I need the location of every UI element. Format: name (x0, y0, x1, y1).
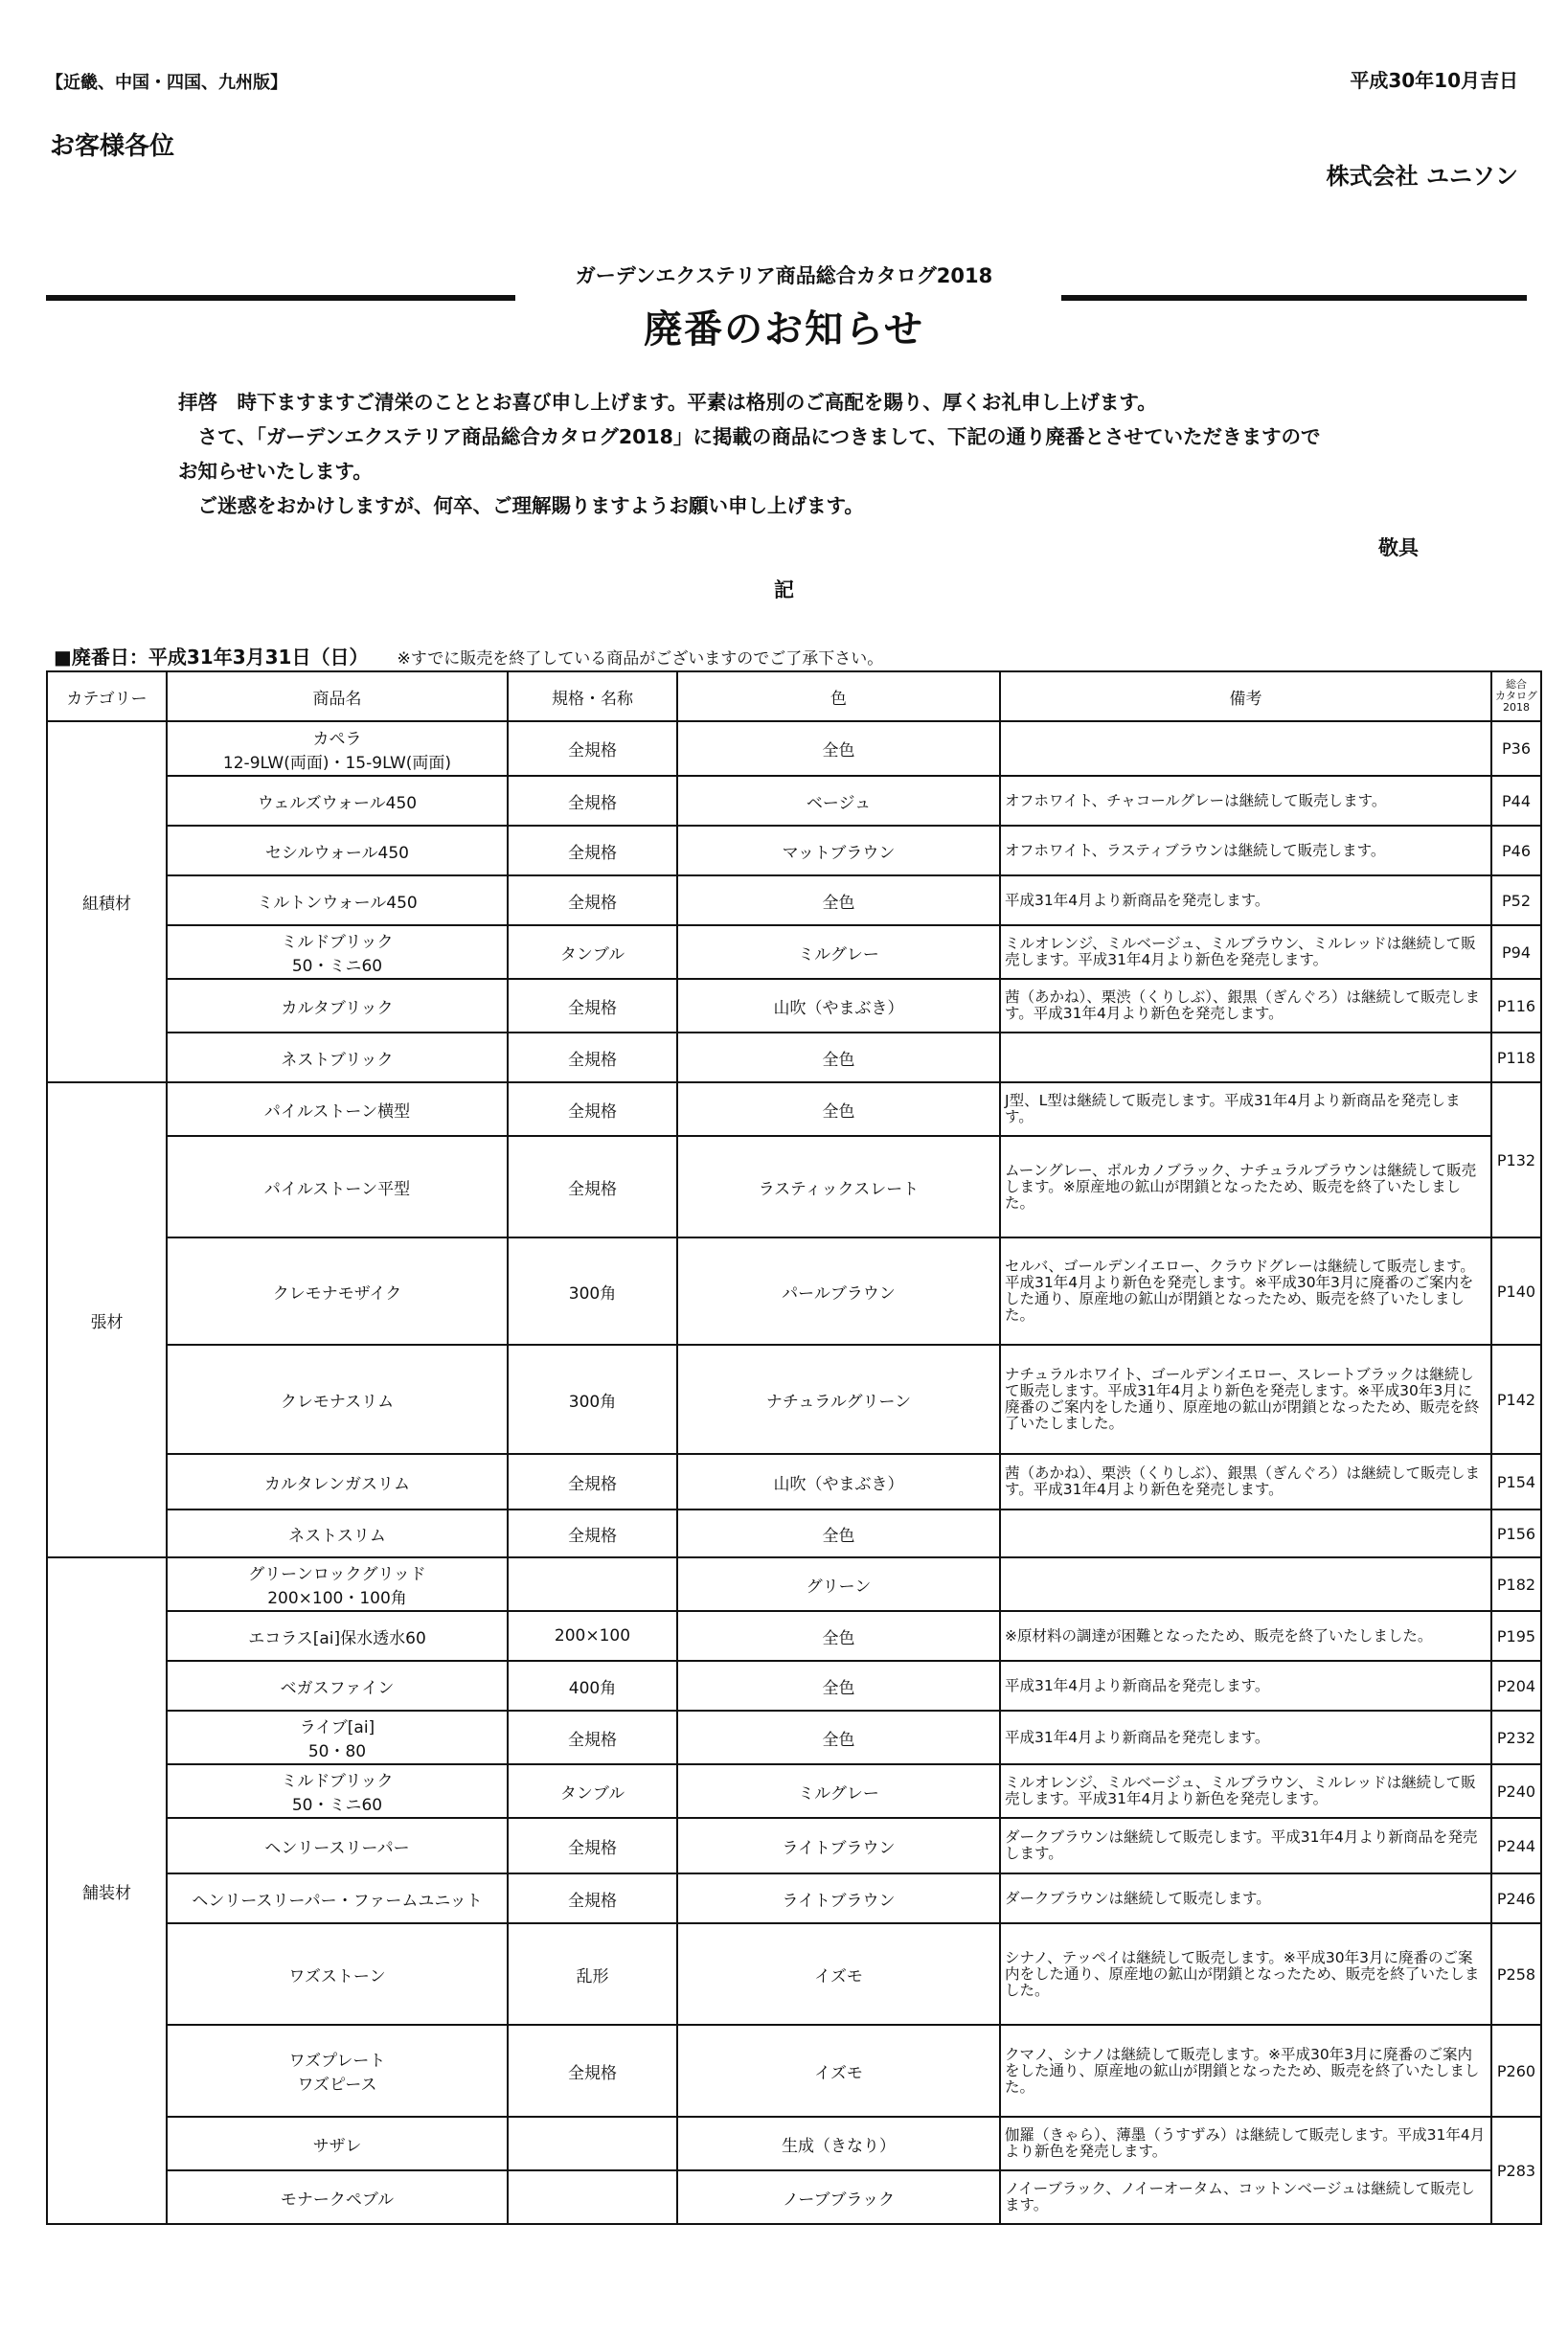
product-cell: ライブ[ai] 50・80 (167, 1711, 508, 1764)
header-remarks: 備考 (1000, 671, 1491, 721)
table-row (47, 1082, 1541, 1136)
color-cell: イズモ (677, 1923, 1000, 2025)
color-cell: 全色 (677, 1661, 1000, 1711)
spec-cell: 200×100 (508, 1611, 677, 1661)
catalog-title: ガーデンエクステリア商品総合カタログ2018 (575, 264, 993, 287)
color-cell: マットブラウン (677, 826, 1000, 875)
remarks-cell (1000, 1033, 1491, 1082)
product-cell: ミルドブリック 50・ミニ60 (167, 1764, 508, 1818)
color-cell: 全色 (677, 1082, 1000, 1136)
spec-cell (508, 1557, 677, 1611)
product-cell: カルタブリック (167, 979, 508, 1033)
page-cell: P240 (1491, 1764, 1541, 1818)
table-row (47, 2025, 1541, 2117)
product-cell: カルタレンガスリム (167, 1454, 508, 1509)
ki-marker: 記 (774, 579, 794, 602)
spec-cell: 300角 (508, 1237, 677, 1345)
color-cell: イズモ (677, 2025, 1000, 2117)
spec-cell: 乱形 (508, 1923, 677, 2025)
remarks-cell: J型、L型は継続して販売します。平成31年4月より新商品を発売します。 (1000, 1082, 1491, 1136)
product-cell: エコラス[ai]保水透水60 (167, 1611, 508, 1661)
color-cell: ライトブラウン (677, 1873, 1000, 1923)
page-cell: P283 (1491, 2117, 1541, 2224)
page-cell: P36 (1491, 721, 1541, 776)
product-cell: パイルストーン平型 (167, 1136, 508, 1237)
table-row (47, 1764, 1541, 1818)
spec-cell: 400角 (508, 1661, 677, 1711)
page-cell: P156 (1491, 1509, 1541, 1557)
color-cell: ベージュ (677, 776, 1000, 826)
color-cell: ナチュラルグリーン (677, 1345, 1000, 1454)
product-cell: ミルトンウォール450 (167, 875, 508, 925)
page-cell: P142 (1491, 1345, 1541, 1454)
page-cell: P116 (1491, 979, 1541, 1033)
spec-cell: 全規格 (508, 826, 677, 875)
header-product: 商品名 (167, 671, 508, 721)
table-row (47, 979, 1541, 1033)
table-row (47, 1818, 1541, 1873)
table-row (47, 1711, 1541, 1764)
remarks-cell: ミルオレンジ、ミルベージュ、ミルブラウン、ミルレッドは継続して販売します。平成31年4月より新色を発売します。 (1000, 1764, 1491, 1818)
product-cell: ミルドブリック 50・ミニ60 (167, 925, 508, 979)
product-cell: ベガスファイン (167, 1661, 508, 1711)
header-category: カテゴリー (47, 671, 167, 721)
company-name: 株式会社 ユニソン (1326, 163, 1518, 190)
spec-cell: 全規格 (508, 776, 677, 826)
color-cell: ラスティックスレート (677, 1136, 1000, 1237)
table-row (47, 1509, 1541, 1557)
spec-cell: 全規格 (508, 1136, 677, 1237)
color-cell: 全色 (677, 1711, 1000, 1764)
spec-cell: 全規格 (508, 1873, 677, 1923)
table-row (47, 1923, 1541, 2025)
remarks-cell: 平成31年4月より新商品を発売します。 (1000, 875, 1491, 925)
remarks-cell: 伽羅（きゃら）、薄墨（うすずみ）は継続して販売します。平成31年4月より新色を発売します。 (1000, 2117, 1491, 2170)
category-cell: 舗装材 (47, 1557, 167, 2224)
category-cell: 張材 (47, 1082, 167, 1557)
product-cell: カペラ 12-9LW(両面)・15-9LW(両面) (167, 721, 508, 776)
category-cell: 組積材 (47, 721, 167, 1082)
spec-cell: 全規格 (508, 1711, 677, 1764)
product-cell: ネストブリック (167, 1033, 508, 1082)
color-cell: ミルグレー (677, 925, 1000, 979)
remarks-cell: オフホワイト、チャコールグレーは継続して販売します。 (1000, 776, 1491, 826)
spec-cell: タンブル (508, 1764, 677, 1818)
page-cell: P244 (1491, 1818, 1541, 1873)
color-cell: 全色 (677, 1611, 1000, 1661)
spec-cell: 全規格 (508, 721, 677, 776)
body-line: さて、「ガーデンエクステリア商品総合カタログ2018」に掲載の商品につきまして、下記の通り廃番とさせていただきますので (178, 425, 1321, 448)
page-cell: P140 (1491, 1237, 1541, 1345)
product-cell: ネストスリム (167, 1509, 508, 1557)
table-row (47, 1237, 1541, 1345)
spec-cell: 全規格 (508, 979, 677, 1033)
spec-cell: 300角 (508, 1345, 677, 1454)
discontinued-table (46, 670, 1542, 2225)
remarks-cell (1000, 1557, 1491, 1611)
deadline-label: ■廃番日：平成31年3月31日（日） (54, 646, 369, 669)
remarks-cell: ダークブラウンは継続して販売します。平成31年4月より新商品を発売します。 (1000, 1818, 1491, 1873)
product-cell: サザレ (167, 2117, 508, 2170)
product-cell: ワズストーン (167, 1923, 508, 2025)
page-cell: P204 (1491, 1661, 1541, 1711)
header-color: 色 (677, 671, 1000, 721)
deadline-line (54, 642, 883, 670)
table-row (47, 776, 1541, 826)
header-spec: 規格・名称 (508, 671, 677, 721)
letter-body (178, 385, 1443, 523)
table-row (47, 1136, 1541, 1237)
deadline-note: ※すでに販売を終了している商品がございますのでご了承下さい。 (397, 649, 884, 669)
spec-cell (508, 2170, 677, 2224)
product-cell: ワズプレート ワズピース (167, 2025, 508, 2117)
spec-cell: タンブル (508, 925, 677, 979)
color-cell: ライトブラウン (677, 1818, 1000, 1873)
remarks-cell: ムーングレー、ボルカノブラック、ナチュラルブラウンは継続して販売します。※原産地の鉱山が閉鎖となったため、販売を終了いたしました。 (1000, 1136, 1491, 1237)
color-cell: 全色 (677, 1033, 1000, 1082)
page-cell: P52 (1491, 875, 1541, 925)
remarks-cell (1000, 1509, 1491, 1557)
remarks-cell (1000, 721, 1491, 776)
page-cell: P44 (1491, 776, 1541, 826)
product-cell: グリーンロックグリッド 200×100・100角 (167, 1557, 508, 1611)
color-cell: ノーブブラック (677, 2170, 1000, 2224)
remarks-cell: ノイーブラック、ノイーオータム、コットンベージュは継続して販売します。 (1000, 2170, 1491, 2224)
spec-cell: 全規格 (508, 2025, 677, 2117)
color-cell: ミルグレー (677, 1764, 1000, 1818)
remarks-cell: 茜（あかね）、栗渋（くりしぶ）、銀黒（ぎんぐろ）は継続して販売します。平成31年4月より新色を発売します。 (1000, 979, 1491, 1033)
remarks-cell: ダークブラウンは継続して販売します。 (1000, 1873, 1491, 1923)
table-row (47, 721, 1541, 776)
remarks-cell: オフホワイト、ラスティブラウンは継続して販売します。 (1000, 826, 1491, 875)
page-cell: P232 (1491, 1711, 1541, 1764)
color-cell: パールブラウン (677, 1237, 1000, 1345)
product-cell: ウェルズウォール450 (167, 776, 508, 826)
page-cell: P94 (1491, 925, 1541, 979)
color-cell: 全色 (677, 721, 1000, 776)
remarks-cell: ミルオレンジ、ミルベージュ、ミルブラウン、ミルレッドは継続して販売します。平成31年4月より新色を発売します。 (1000, 925, 1491, 979)
table-row (47, 1033, 1541, 1082)
table-row (47, 1611, 1541, 1661)
table-row (47, 1454, 1541, 1509)
spec-cell: 全規格 (508, 1033, 677, 1082)
remarks-cell: 茜（あかね）、栗渋（くりしぶ）、銀黒（ぎんぐろ）は継続して販売します。平成31年4月より新色を発売します。 (1000, 1454, 1491, 1509)
page-cell: P118 (1491, 1033, 1541, 1082)
product-cell: クレモナスリム (167, 1345, 508, 1454)
remarks-cell: クマノ、シナノは継続して販売します。※平成30年3月に廃番のご案内をした通り、原産地の鉱山が閉鎖となったため、販売を終了いたしました。 (1000, 2025, 1491, 2117)
table-row (47, 826, 1541, 875)
table-row (47, 925, 1541, 979)
color-cell: 全色 (677, 875, 1000, 925)
page-cell: P132 (1491, 1082, 1541, 1237)
table-row (47, 875, 1541, 925)
page-cell: P46 (1491, 826, 1541, 875)
page-cell: P195 (1491, 1611, 1541, 1661)
color-cell: 山吹（やまぶき） (677, 979, 1000, 1033)
color-cell: 全色 (677, 1509, 1000, 1557)
remarks-cell: セルバ、ゴールデンイエロー、クラウドグレーは継続して販売します。平成31年4月より新色を発売します。※平成30年3月に廃番のご案内をした通り、原産地の鉱山が閉鎖となったため、販売を終了いたしました。 (1000, 1237, 1491, 1345)
color-cell: グリーン (677, 1557, 1000, 1611)
table-row (47, 1345, 1541, 1454)
closing-word: 敬具 (1378, 536, 1419, 559)
page-cell: P260 (1491, 2025, 1541, 2117)
color-cell: 山吹（やまぶき） (677, 1454, 1000, 1509)
table-row (47, 1557, 1541, 1611)
product-cell: モナークペブル (167, 2170, 508, 2224)
table-row (47, 2117, 1541, 2170)
table-row (47, 1661, 1541, 1711)
spec-cell: 全規格 (508, 1509, 677, 1557)
table-row (47, 1873, 1541, 1923)
page-cell: P258 (1491, 1923, 1541, 2025)
product-cell: ヘンリースリーパー・ファームユニット (167, 1873, 508, 1923)
page-cell: P154 (1491, 1454, 1541, 1509)
remarks-cell: ※原材料の調達が困難となったため、販売を終了いたしました。 (1000, 1611, 1491, 1661)
body-line: 拝啓 時下ますますご清栄のこととお喜び申し上げます。平素は格別のご高配を賜り、厚くお礼申し上げます。 (178, 391, 1157, 414)
color-cell: 生成（きなり） (677, 2117, 1000, 2170)
table-row (47, 2170, 1541, 2224)
body-line: ご迷惑をおかけしますが、何卒、ご理解賜りますようお願い申し上げます。 (178, 494, 864, 517)
body-line: お知らせいたします。 (178, 460, 373, 483)
page-title: 廃番のお知らせ (644, 307, 924, 352)
addressee: お客様各位 (50, 132, 175, 161)
product-cell: ヘンリースリーパー (167, 1818, 508, 1873)
product-cell: セシルウォール450 (167, 826, 508, 875)
product-cell: パイルストーン横型 (167, 1082, 508, 1136)
remarks-cell: 平成31年4月より新商品を発売します。 (1000, 1711, 1491, 1764)
spec-cell: 全規格 (508, 1082, 677, 1136)
product-cell: クレモナモザイク (167, 1237, 508, 1345)
remarks-cell: シナノ、テッペイは継続して販売します。※平成30年3月に廃番のご案内をした通り、原産地の鉱山が閉鎖となったため、販売を終了いたしました。 (1000, 1923, 1491, 2025)
header-catalog-page: 総合 カタログ 2018 (1491, 671, 1541, 721)
table-header-row (47, 671, 1541, 721)
spec-cell: 全規格 (508, 1454, 677, 1509)
issue-date: 平成30年10月吉日 (1350, 69, 1518, 92)
remarks-cell: 平成31年4月より新商品を発売します。 (1000, 1661, 1491, 1711)
spec-cell: 全規格 (508, 1818, 677, 1873)
remarks-cell: ナチュラルホワイト、ゴールデンイエロー、スレートブラックは継続して販売します。平成31年4月より新色を発売します。※平成30年3月に廃番のご案内をした通り、原産地の鉱山が閉鎖となったため、販売を終了いたしました。 (1000, 1345, 1491, 1454)
spec-cell: 全規格 (508, 875, 677, 925)
edition-label: 【近畿、中国・四国、九州版】 (46, 73, 287, 93)
page-cell: P182 (1491, 1557, 1541, 1611)
page-cell: P246 (1491, 1873, 1541, 1923)
spec-cell (508, 2117, 677, 2170)
